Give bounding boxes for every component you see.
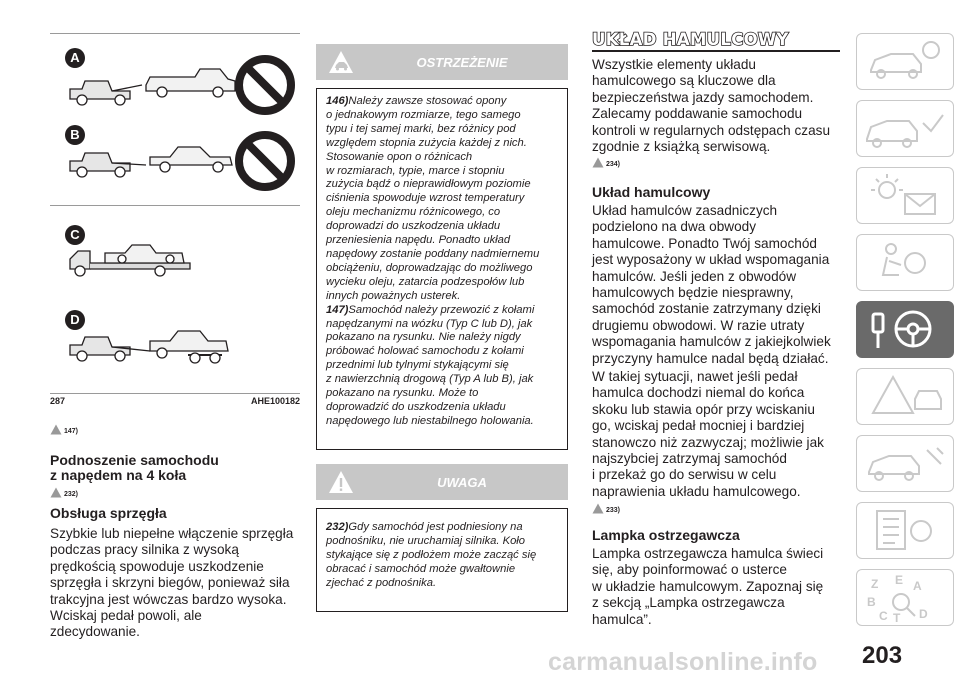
text-line: ciśnienia spowoduje wzrost temperatury: [326, 192, 525, 205]
text-line: podnośniku, nie uruchamiaj silnika. Koło: [326, 534, 526, 547]
section-title-rule: [592, 50, 840, 52]
text-line: hamulcowe. Ponadto Twój samochód: [592, 235, 817, 251]
brakes-intro: [592, 57, 848, 155]
text-line: pokazano na rysunku. Nie należy nigdy: [326, 331, 521, 344]
clutch-paragraph: [50, 526, 306, 641]
page-number: 203: [862, 642, 903, 669]
exclamation-triangle-icon: [328, 470, 354, 494]
car-service-icon: [857, 436, 953, 491]
text-line: typu i tej samej marki, bez różnicy pod: [326, 122, 516, 135]
text-line: oleju mechanizmu różnicowego, co: [326, 206, 501, 219]
text-line: hamulców. Jeśli jeden z obwodów: [592, 268, 797, 284]
tow-truck-a: [70, 81, 142, 105]
ref-text: 147): [64, 428, 79, 435]
warning-header: [316, 44, 568, 80]
ref-147: [50, 424, 78, 435]
towed-car-a: [146, 69, 235, 97]
towed-car-b: [150, 147, 232, 172]
dolly-car-d: [150, 331, 228, 363]
text-line: napędowy zostanie poddany nadmiernemu: [326, 247, 540, 260]
warning-lamp-paragraph: [592, 546, 848, 628]
tab-warning-lights[interactable]: [856, 167, 954, 224]
car-warning-icon: [328, 50, 354, 74]
text-line: drugiemu obwodowi. W razie utraty: [592, 317, 805, 333]
text-line: zużycia bądź o nieprawidłowym poziomie: [326, 178, 531, 191]
text-line: samochód zostanie zatrzymany dzięki: [592, 301, 821, 317]
text-line: kontroli w regularnych odstępach czasu: [592, 122, 831, 138]
warning-number: 146): [326, 95, 349, 107]
index-letter: B: [867, 595, 876, 609]
text-line: się, aby poinformować o usterce: [592, 562, 787, 578]
text-line: przeniesienia napędu. Ponadto układ: [326, 234, 511, 247]
index-letter: E: [895, 573, 904, 587]
text-line: naprawienia układu hamulcowego.: [592, 483, 801, 499]
note-title: UWAGA: [437, 475, 487, 490]
text-line: skoku lub stawia opór przy wciskaniu: [592, 401, 815, 417]
text-line: z nawierzchnią drogową (Typ A lub B), jak: [326, 373, 534, 386]
text-line: stykające się z podłożem może zacząć się: [326, 548, 537, 561]
heading-brake-system: Układ hamulcowy: [592, 184, 711, 200]
text-line: Gdy samochód jest podniesiony na: [348, 521, 523, 533]
tow-truck-b: [70, 153, 146, 177]
text-line: Zalecamy poddawanie samochodu: [592, 106, 803, 122]
figure-number: 287: [50, 396, 66, 406]
tab-technical-data[interactable]: [856, 502, 954, 559]
warning-triangle-icon: [50, 487, 62, 498]
text-line: przednimi lub tylnymi stykającymi się: [326, 359, 509, 372]
text-line: podczas pracy silnika z wysoką: [50, 542, 239, 558]
text-line: W takiej sytuacji, nawet jeśli pedał: [592, 369, 798, 384]
spec-list-icon: [857, 503, 953, 558]
prohibited-icon-b: [239, 135, 291, 187]
text-line: napędzanymi na wózku (Typ C lub D), jak: [326, 317, 533, 330]
text-line: hamulca”.: [592, 611, 652, 627]
text-line: i przekaż go do serwisu w celu: [592, 467, 777, 483]
text-line: obciążeniu, doprowadzając do możliwego: [326, 261, 533, 274]
ref-text: 232): [64, 491, 79, 498]
warning-title: OSTRZEŻENIE: [416, 55, 508, 70]
tab-index[interactable]: [856, 569, 954, 626]
text-line: stanowczo niż zazwyczaj; możliwie jak: [592, 434, 824, 450]
watermark: carmanualsonline.info: [548, 648, 818, 676]
text-line: Należy zawsze stosować opony: [348, 95, 507, 107]
figure-bottom-rule: [50, 393, 300, 394]
ref-234: [592, 157, 620, 168]
text-line: zgodnie z książką serwisową.: [592, 139, 771, 155]
text-line: Stosowanie opon o różnicach: [326, 150, 473, 163]
text-line: napędowego lub niestabilnego holowania.: [326, 414, 534, 427]
scene-label-d: D: [65, 310, 85, 330]
towing-illustration: [50, 33, 300, 393]
text-line: przyczyny hamulce nadal będą działać.: [592, 350, 829, 366]
section-title: UKŁAD HAMULCOWY: [592, 30, 789, 49]
scene-label-c: C: [65, 225, 85, 245]
index-letter: C: [879, 609, 888, 623]
car-check-icon: [857, 101, 953, 156]
ref-text: 234): [606, 161, 621, 168]
airbag-icon: [857, 235, 953, 290]
tab-starting-driving[interactable]: [856, 301, 954, 358]
scene-label-a: A: [65, 48, 85, 68]
heading-line: Podnoszenie samochodu: [50, 452, 219, 468]
text-line: prędkością spowoduje uszkodzenie: [50, 558, 264, 574]
heading-clutch: Obsługa sprzęgła: [50, 505, 167, 521]
text-line: próbować holować samochodu z kołami: [326, 345, 524, 358]
text-line: w rozmiarach, typie, marce i stopniu: [326, 164, 505, 177]
heading-4wd-lifting: [50, 453, 219, 483]
steering-wheel-key-icon: [857, 302, 953, 357]
index-letter: D: [919, 607, 928, 621]
text-line: hamulca dochodzi niemal do końca: [592, 385, 805, 401]
text-line: podzielono na dwa obwody: [592, 219, 757, 235]
warning-text: [317, 89, 567, 429]
tab-airbag[interactable]: [856, 234, 954, 291]
note-number: 232): [326, 521, 349, 533]
flatbed-c: [70, 245, 190, 276]
light-message-icon: [857, 168, 953, 223]
index-letter: Z: [871, 577, 879, 591]
tow-truck-d: [70, 337, 150, 361]
text-line: o jednakowym rozmiarze, tego samego: [326, 108, 521, 121]
note-text: [317, 509, 567, 591]
figure-code: AHE100182: [250, 396, 300, 406]
heading-line: z napędem na 4 koła: [50, 467, 187, 483]
warning-number: 147): [326, 303, 349, 316]
index-letter: A: [913, 579, 922, 593]
towing-figure: [50, 33, 300, 393]
triangle-warning-icon: [857, 369, 953, 424]
heading-warning-lamp: Lampka ostrzegawcza: [592, 527, 740, 543]
warning-box: [316, 88, 568, 450]
note-header: [316, 464, 568, 500]
text-line: obracać i samochód może gwałtownie: [326, 562, 516, 575]
warning-triangle-icon: [592, 157, 604, 168]
tab-emergency[interactable]: [856, 368, 954, 425]
text-line: doprowadzi do uszkodzenia układu: [326, 220, 501, 233]
tab-safety[interactable]: [856, 100, 954, 157]
ref-text: 233): [606, 507, 621, 514]
text-line: zjechać z podnośnika.: [326, 576, 437, 589]
brake-system-paragraph: [592, 203, 848, 367]
text-line: hamulcowego są kluczowe dla: [592, 73, 776, 89]
text-line: najszybciej zatrzymaj samochód: [592, 451, 787, 467]
prohibited-icon-a: [239, 59, 291, 111]
tab-maintenance[interactable]: [856, 435, 954, 492]
warning-triangle-icon: [592, 503, 604, 514]
ref-233: [592, 503, 620, 514]
text-line: względem stopnia zużycia każdej z nich.: [326, 136, 527, 149]
text-line: go, wciskaj pedał mocniej i bardziej: [592, 418, 805, 434]
text-line: wspomagania hamulców z jakiejkolwiek: [592, 334, 831, 350]
text-line: z sekcją „Lampka ostrzegawcza: [592, 595, 785, 611]
index-letter: T: [893, 611, 901, 625]
brake-emergency-paragraph: [592, 369, 848, 500]
text-line: Wszystkie elementy układu: [592, 57, 756, 72]
text-line: hamulcowych będzie niesprawny,: [592, 285, 794, 301]
text-line: pokazano na rysunku. Może to: [326, 387, 479, 400]
text-line: sprzęgła i skrzyni biegów, ponieważ siła: [50, 575, 290, 591]
tab-dashboard-info[interactable]: [856, 33, 954, 90]
text-line: trakcyjna jest wówczas bardzo wysoka.: [50, 591, 287, 607]
text-line: bezpieczeństwa jazdy samochodem.: [592, 89, 814, 105]
text-line: jest wyposażony w układ wspomagania: [592, 252, 830, 268]
text-line: innych poważnych usterek.: [326, 289, 461, 302]
text-line: Układ hamulców zasadniczych: [592, 203, 778, 218]
car-info-icon: [857, 34, 953, 89]
ref-232: [50, 487, 78, 498]
scene-label-b: B: [65, 125, 85, 145]
warning-triangle-icon: [50, 424, 62, 435]
index-search-icon: [857, 570, 953, 625]
text-line: w układzie hamulcowym. Zapoznaj się: [592, 578, 824, 594]
text-line: Szybkie lub niepełne włączenie sprzęgła: [50, 526, 294, 541]
text-line: Lampka ostrzegawcza hamulca świeci: [592, 546, 824, 561]
text-line: zdecydowanie.: [50, 624, 140, 640]
text-line: wycieku oleju, zatarcia podzespołów lub: [326, 275, 525, 288]
text-line: Wciskaj pedał powoli, ale: [50, 608, 202, 624]
text-line: doprowadzić do uszkodzenia układu: [326, 400, 506, 413]
note-box: [316, 508, 568, 612]
text-line: Samochód należy przewozić z kołami: [348, 303, 535, 316]
